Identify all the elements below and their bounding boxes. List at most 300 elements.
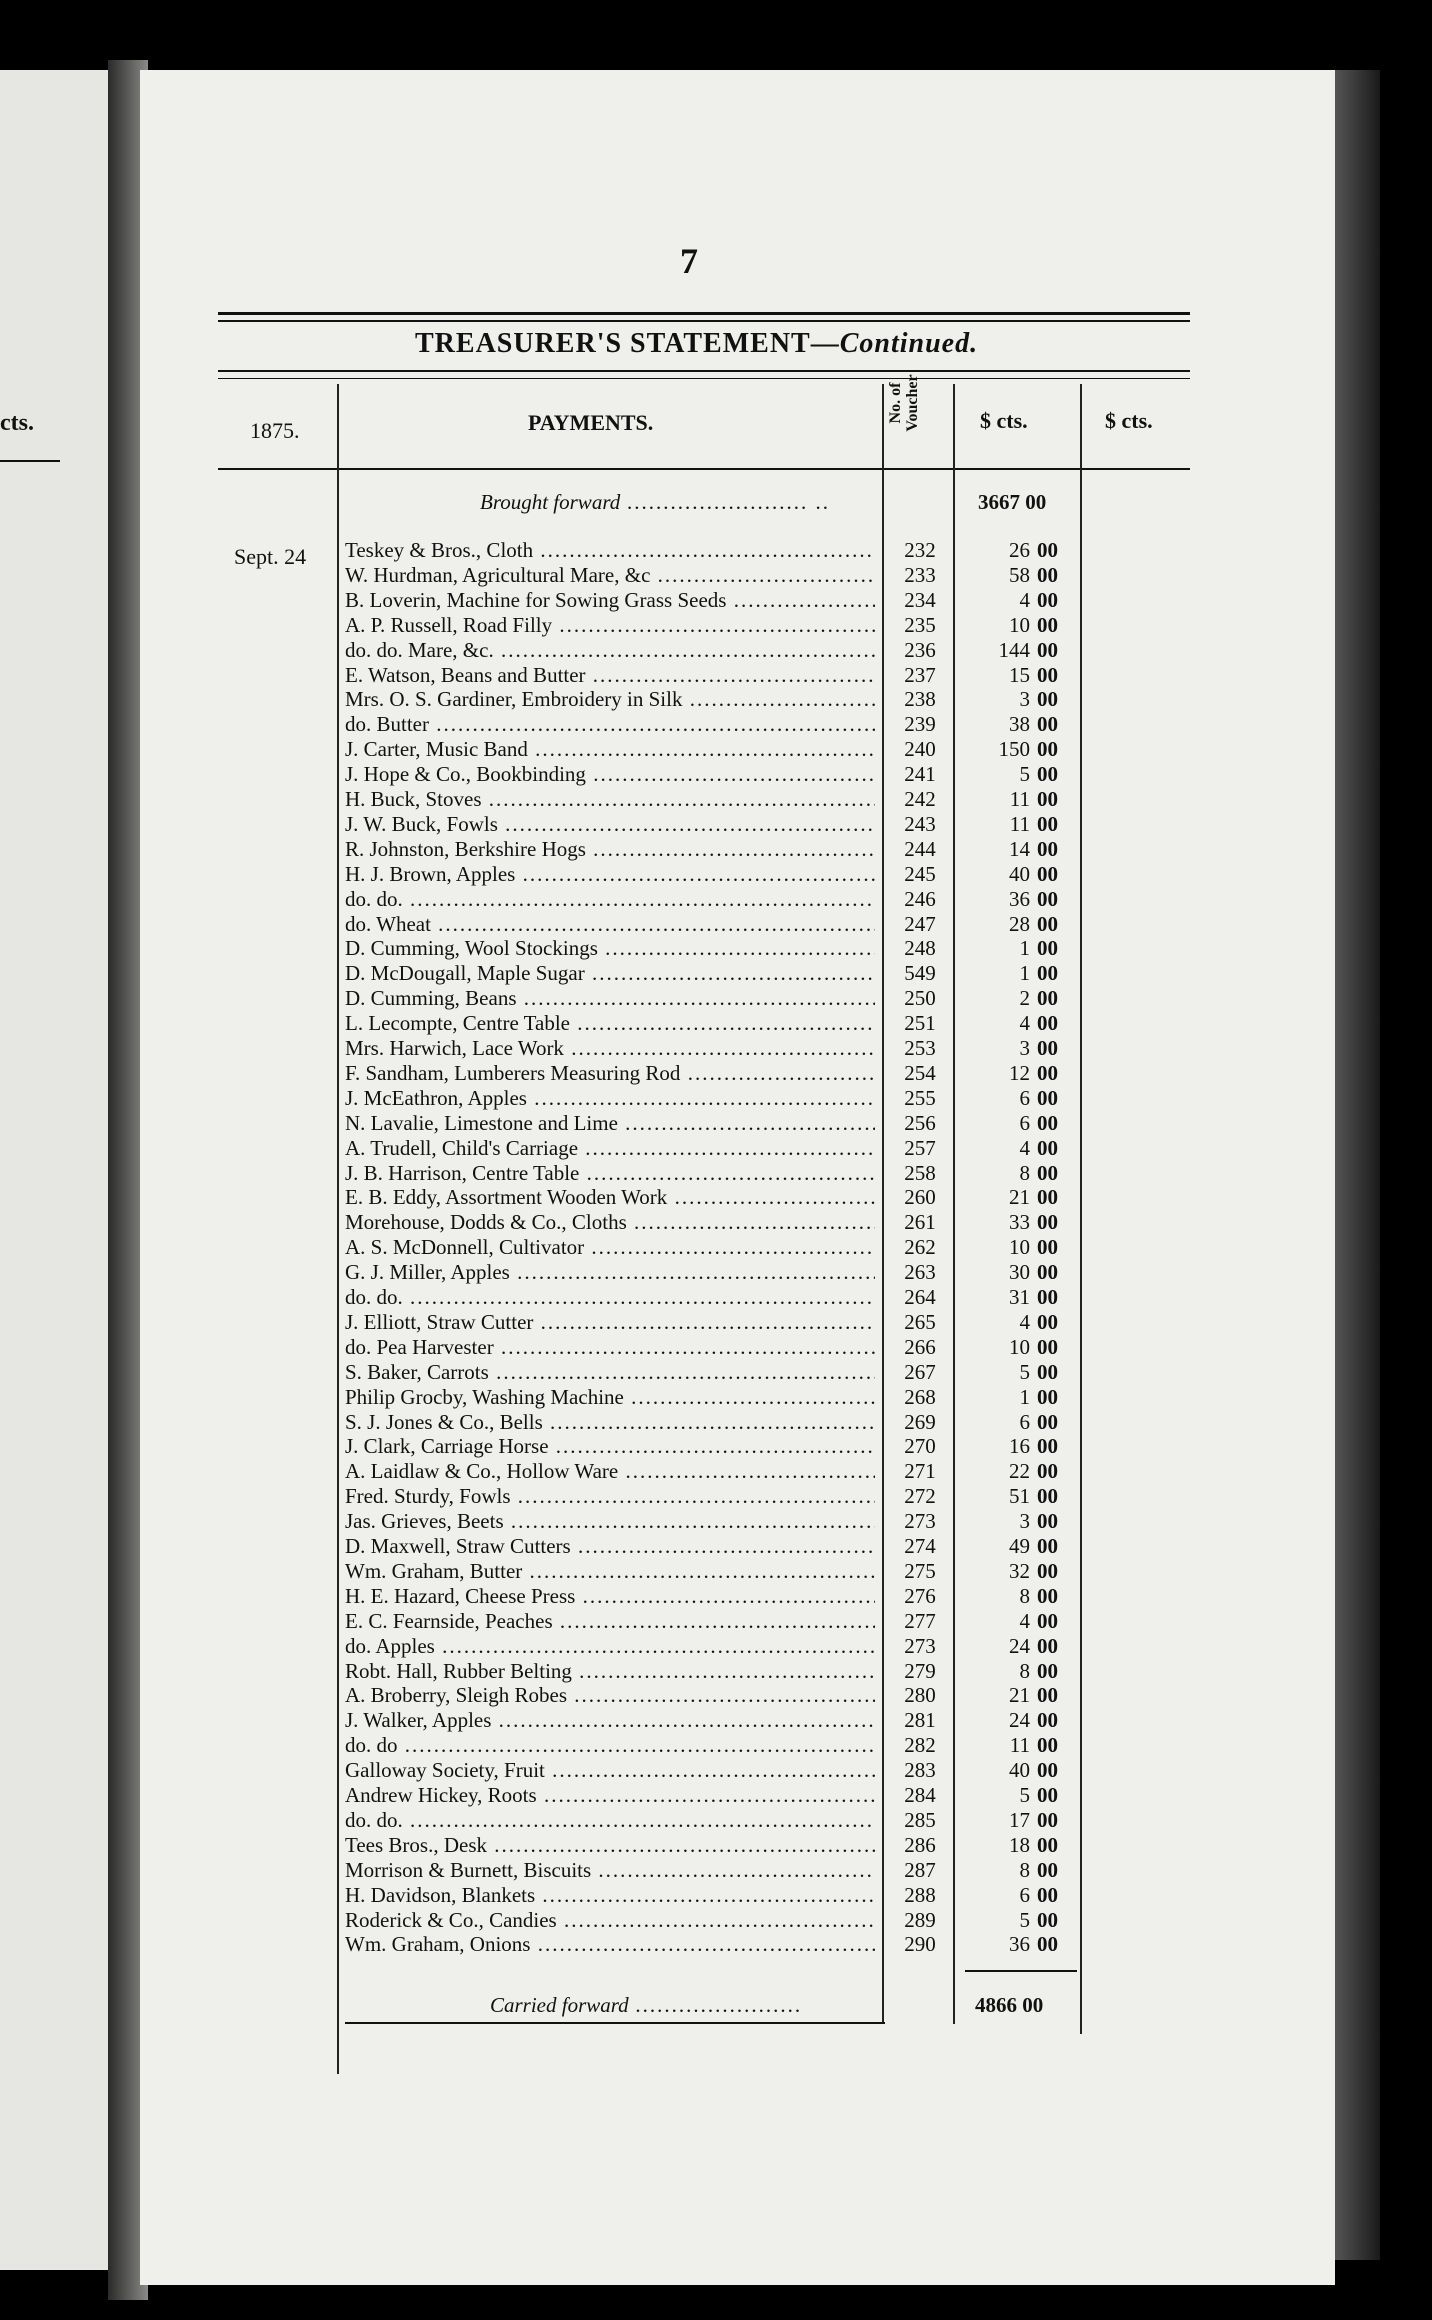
table-row — [0, 1534, 1100, 1559]
amount-cents: 00 — [1037, 1385, 1058, 1409]
amount-cents: 00 — [1037, 1858, 1058, 1882]
table-row — [0, 1858, 1100, 1883]
payment-description: A. Trudell, Child's Carriage ..... — [345, 1136, 875, 1161]
table-row — [0, 1659, 1100, 1684]
voucher-number: 248 — [904, 936, 936, 960]
table-row — [0, 1908, 1100, 1933]
voucher-number: 261 — [904, 1210, 936, 1234]
payment-description: D. Maxwell, Straw Cutters ..... — [345, 1534, 875, 1559]
voucher-number: 254 — [904, 1061, 936, 1085]
amount-cents: 00 — [1037, 563, 1058, 587]
voucher-number: 280 — [904, 1683, 936, 1707]
table-row — [0, 887, 1100, 912]
voucher-number: 273 — [904, 1634, 936, 1658]
amount-cents: 00 — [1037, 1708, 1058, 1732]
voucher-number: 265 — [904, 1310, 936, 1334]
table-row — [0, 737, 1100, 762]
payment-description: Philip Grocby, Washing Machine ..... — [345, 1385, 875, 1410]
voucher-number: 251 — [904, 1011, 936, 1035]
voucher-number: 271 — [904, 1459, 936, 1483]
amount-cents: 00 — [1037, 687, 1058, 711]
amount-dollars: 6 — [1019, 1883, 1030, 1907]
payment-description: Mrs. O. S. Gardiner, Embroidery in Silk ..... — [345, 687, 875, 712]
voucher-number: 262 — [904, 1235, 936, 1259]
amount-cents: 00 — [1037, 1733, 1058, 1757]
amount-dollars: 1 — [1019, 936, 1030, 960]
payment-description: do. do. ..... — [345, 887, 875, 912]
payment-description: J. McEathron, Apples ..... — [345, 1086, 875, 1111]
amount-cents: 00 — [1037, 1534, 1058, 1558]
entry-date: Sept. 24 — [234, 544, 307, 569]
heading-main: TREASURER'S STATEMENT— — [415, 328, 840, 359]
table-row — [0, 1111, 1100, 1136]
amount-cents: 00 — [1037, 613, 1058, 637]
statement-heading — [415, 328, 978, 360]
table-row — [0, 1783, 1100, 1808]
amount-dollars: 3 — [1019, 687, 1030, 711]
table-row — [0, 588, 1100, 613]
amount-cents: 00 — [1037, 1783, 1058, 1807]
table-row — [0, 837, 1100, 862]
amount-dollars: 17 — [1009, 1808, 1030, 1832]
payment-description: H. Davidson, Blankets ..... — [345, 1883, 875, 1908]
voucher-number: 269 — [904, 1410, 936, 1434]
table-row — [0, 638, 1100, 663]
amount-cents: 00 — [1037, 1410, 1058, 1434]
voucher-number: 234 — [904, 588, 936, 612]
payment-description: Morehouse, Dodds & Co., Cloths ..... — [345, 1210, 875, 1235]
amount-dollars: 21 — [1009, 1185, 1030, 1209]
payment-description: W. Hurdman, Agricultural Mare, &c ..... — [345, 563, 875, 588]
top-rule-1 — [218, 312, 1190, 315]
payment-description: H. E. Hazard, Cheese Press ..... — [345, 1584, 875, 1609]
voucher-number: 284 — [904, 1783, 936, 1807]
amount-cents: 00 — [1037, 862, 1058, 886]
amount-cents: 00 — [1037, 1434, 1058, 1458]
voucher-number: 263 — [904, 1260, 936, 1284]
amount-dollars: 32 — [1009, 1559, 1030, 1583]
page-number: 7 — [680, 241, 698, 281]
amount-cents: 00 — [1037, 1310, 1058, 1334]
amount-cents: 00 — [1037, 1584, 1058, 1608]
amount-cents: 00 — [1037, 1683, 1058, 1707]
payment-description: H. J. Brown, Apples ..... — [345, 862, 875, 887]
table-row — [0, 1634, 1100, 1659]
voucher-number: 277 — [904, 1609, 936, 1633]
payment-description: Morrison & Burnett, Biscuits ..... — [345, 1858, 875, 1883]
amount-dollars: 1 — [1019, 961, 1030, 985]
table-row — [0, 1434, 1100, 1459]
amount-cents: 00 — [1037, 538, 1058, 562]
facing-page-fragment: cts. — [0, 410, 34, 436]
table-row — [0, 563, 1100, 588]
table-row — [0, 687, 1100, 712]
payment-description: R. Johnston, Berkshire Hogs ..... — [345, 837, 875, 862]
amount-dollars: 28 — [1009, 912, 1030, 936]
amount-dollars: 14 — [1009, 837, 1030, 861]
amount-dollars: 4 — [1019, 1136, 1030, 1160]
amount-dollars: 51 — [1009, 1484, 1030, 1508]
table-row — [0, 986, 1100, 1011]
table-row — [0, 1559, 1100, 1584]
heading-continued: Continued. — [839, 328, 979, 359]
payment-description: Fred. Sturdy, Fowls ..... — [345, 1484, 875, 1509]
voucher-number: 279 — [904, 1659, 936, 1683]
total-rule — [965, 1970, 1077, 1972]
voucher-number: 247 — [904, 912, 936, 936]
payment-description: B. Loverin, Machine for Sowing Grass Seeds ..... — [345, 588, 875, 613]
table-row — [0, 812, 1100, 837]
table-row — [0, 1235, 1100, 1260]
amount-cents: 00 — [1037, 1932, 1058, 1956]
amount-cents: 00 — [1037, 1808, 1058, 1832]
amount-cents: 00 — [1037, 1360, 1058, 1384]
amount-cents: 00 — [1037, 663, 1058, 687]
amount-dollars: 21 — [1009, 1683, 1030, 1707]
amount-dollars: 10 — [1009, 1235, 1030, 1259]
table-row — [0, 1609, 1100, 1634]
voucher-number: 289 — [904, 1908, 936, 1932]
table-row — [0, 1185, 1100, 1210]
table-row — [0, 961, 1100, 986]
table-row — [0, 912, 1100, 937]
payment-description: do. Wheat ..... — [345, 912, 875, 937]
amount-dollars: 31 — [1009, 1285, 1030, 1309]
amount-dollars: 4 — [1019, 1011, 1030, 1035]
payment-description: do. do ..... — [345, 1733, 875, 1758]
table-row — [0, 712, 1100, 737]
voucher-number: 235 — [904, 613, 936, 637]
amount-cents: 00 — [1037, 1509, 1058, 1533]
amount-dollars: 150 — [998, 737, 1030, 761]
amount-cents: 00 — [1037, 1758, 1058, 1782]
voucher-number: 283 — [904, 1758, 936, 1782]
amount-dollars: 5 — [1019, 762, 1030, 786]
voucher-number: 276 — [904, 1584, 936, 1608]
voucher-number: 256 — [904, 1111, 936, 1135]
amount-cents: 00 — [1037, 1210, 1058, 1234]
amount-header-1: $ cts. — [980, 408, 1028, 433]
amount-dollars: 40 — [1009, 1758, 1030, 1782]
amount-cents: 00 — [1037, 1136, 1058, 1160]
voucher-number: 288 — [904, 1883, 936, 1907]
voucher-number: 260 — [904, 1185, 936, 1209]
voucher-number: 264 — [904, 1285, 936, 1309]
table-row — [0, 1011, 1100, 1036]
voucher-number: 253 — [904, 1036, 936, 1060]
heading-rule-2 — [218, 378, 1190, 379]
table-row — [0, 1758, 1100, 1783]
amount-cents: 00 — [1037, 588, 1058, 612]
table-row — [0, 862, 1100, 887]
voucher-number: 290 — [904, 1932, 936, 1956]
table-row — [0, 936, 1100, 961]
amount-cents: 00 — [1037, 1036, 1058, 1060]
payment-description: Wm. Graham, Onions ..... — [345, 1932, 875, 1957]
table-row — [0, 613, 1100, 638]
amount-cents: 00 — [1037, 737, 1058, 761]
table-row — [0, 1459, 1100, 1484]
voucher-number: 255 — [904, 1086, 936, 1110]
voucher-number: 244 — [904, 837, 936, 861]
amount-dollars: 5 — [1019, 1908, 1030, 1932]
payment-description: do. do. ..... — [345, 1285, 875, 1310]
amount-cents: 00 — [1037, 812, 1058, 836]
amount-dollars: 3 — [1019, 1036, 1030, 1060]
table-row — [0, 1210, 1100, 1235]
amount-dollars: 5 — [1019, 1783, 1030, 1807]
payment-description: Robt. Hall, Rubber Belting ..... — [345, 1659, 875, 1684]
amount-dollars: 144 — [998, 638, 1030, 662]
voucher-number: 287 — [904, 1858, 936, 1882]
book-edge — [1335, 70, 1380, 2260]
voucher-number: 245 — [904, 862, 936, 886]
voucher-number: 270 — [904, 1434, 936, 1458]
amount-cents: 00 — [1037, 1111, 1058, 1135]
amount-cents: 00 — [1037, 1061, 1058, 1085]
payment-description: E. C. Fearnside, Peaches ..... — [345, 1609, 875, 1634]
amount-dollars: 6 — [1019, 1086, 1030, 1110]
amount-dollars: 4 — [1019, 588, 1030, 612]
payment-description: do. Pea Harvester ..... — [345, 1335, 875, 1360]
amount-cents: 00 — [1037, 1559, 1058, 1583]
amount-cents: 00 — [1037, 1634, 1058, 1658]
payment-description: Wm. Graham, Butter ..... — [345, 1559, 875, 1584]
payment-description: A. Laidlaw & Co., Hollow Ware ..... — [345, 1459, 875, 1484]
voucher-number: 549 — [904, 961, 936, 985]
amount-cents: 00 — [1037, 1185, 1058, 1209]
table-row — [0, 1484, 1100, 1509]
voucher-number: 241 — [904, 762, 936, 786]
voucher-number: 286 — [904, 1833, 936, 1857]
payment-description: G. J. Miller, Apples ..... — [345, 1260, 875, 1285]
payment-description: Roderick & Co., Candies ..... — [345, 1908, 875, 1933]
payment-description: do. do. Mare, &c. ..... — [345, 638, 875, 663]
voucher-number: 237 — [904, 663, 936, 687]
table-row — [0, 1086, 1100, 1111]
payment-description: A. Broberry, Sleigh Robes ..... — [345, 1683, 875, 1708]
table-row — [0, 1136, 1100, 1161]
table-row — [0, 1161, 1100, 1186]
payment-description: Galloway Society, Fruit ..... — [345, 1758, 875, 1783]
table-row — [0, 762, 1100, 787]
payment-description: D. Cumming, Beans ..... — [345, 986, 875, 1011]
voucher-number: 250 — [904, 986, 936, 1010]
amount-dollars: 10 — [1009, 1335, 1030, 1359]
facing-page-rule — [0, 460, 60, 462]
table-row — [0, 1833, 1100, 1858]
amount-dollars: 1 — [1019, 1385, 1030, 1409]
payment-description: J. Carter, Music Band ..... — [345, 737, 875, 762]
table-row — [0, 1310, 1100, 1335]
table-row — [0, 1584, 1100, 1609]
amount-dollars: 36 — [1009, 1932, 1030, 1956]
amount-dollars: 3 — [1019, 1509, 1030, 1533]
amount-dollars: 4 — [1019, 1609, 1030, 1633]
voucher-number: 281 — [904, 1708, 936, 1732]
voucher-number: 236 — [904, 638, 936, 662]
amount-cents: 00 — [1037, 1459, 1058, 1483]
amount-dollars: 16 — [1009, 1434, 1030, 1458]
voucher-number: 274 — [904, 1534, 936, 1558]
amount-cents: 00 — [1037, 936, 1058, 960]
table-row — [0, 538, 1100, 563]
amount-cents: 00 — [1037, 1659, 1058, 1683]
table-row — [0, 1509, 1100, 1534]
payment-description: L. Lecompte, Centre Table ..... — [345, 1011, 875, 1036]
amount-cents: 00 — [1037, 1235, 1058, 1259]
voucher-number: 242 — [904, 787, 936, 811]
voucher-number: 282 — [904, 1733, 936, 1757]
table-row — [0, 1683, 1100, 1708]
voucher-number: 233 — [904, 563, 936, 587]
voucher-number: 258 — [904, 1161, 936, 1185]
payment-description: Mrs. Harwich, Lace Work ..... — [345, 1036, 875, 1061]
amount-cents: 00 — [1037, 787, 1058, 811]
payment-description: J. Walker, Apples ..... — [345, 1708, 875, 1733]
amount-cents: 00 — [1037, 1086, 1058, 1110]
amount-cents: 00 — [1037, 1285, 1058, 1309]
voucher-number: 246 — [904, 887, 936, 911]
amount-cents: 00 — [1037, 1484, 1058, 1508]
amount-cents: 00 — [1037, 1908, 1058, 1932]
amount-cents: 00 — [1037, 762, 1058, 786]
header-bottom-rule — [218, 468, 1190, 470]
payment-description: J. W. Buck, Fowls ..... — [345, 812, 875, 837]
amount-header-2: $ cts. — [1105, 408, 1153, 433]
amount-dollars: 2 — [1019, 986, 1030, 1010]
payment-description: Jas. Grieves, Beets ..... — [345, 1509, 875, 1534]
table-row — [0, 1883, 1100, 1908]
voucher-number: 268 — [904, 1385, 936, 1409]
table-row — [0, 1385, 1100, 1410]
voucher-number: 238 — [904, 687, 936, 711]
voucher-number: 267 — [904, 1360, 936, 1384]
amount-dollars: 24 — [1009, 1634, 1030, 1658]
heading-rule-1 — [218, 370, 1190, 372]
voucher-number: 273 — [904, 1509, 936, 1533]
payment-description: H. Buck, Stoves ..... — [345, 787, 875, 812]
amount-cents: 00 — [1037, 712, 1058, 736]
payment-description: Teskey & Bros., Cloth ..... — [345, 538, 875, 563]
amount-cents: 00 — [1037, 1260, 1058, 1284]
payment-description: D. McDougall, Maple Sugar ..... — [345, 961, 875, 986]
amount-cents: 00 — [1037, 1833, 1058, 1857]
voucher-number: 266 — [904, 1335, 936, 1359]
brought-forward-label: Brought forward ......................... .. — [480, 490, 831, 514]
payment-description: A. P. Russell, Road Filly ..... — [345, 613, 875, 638]
amount-dollars: 12 — [1009, 1061, 1030, 1085]
table-row — [0, 1932, 1100, 1957]
payment-description: S. Baker, Carrots ..... — [345, 1360, 875, 1385]
payment-description: do. Apples ..... — [345, 1634, 875, 1659]
carried-forward-amount: 4866 00 — [975, 1993, 1044, 2017]
amount-dollars: 5 — [1019, 1360, 1030, 1384]
voucher-number: 232 — [904, 538, 936, 562]
payment-description: A. S. McDonnell, Cultivator ..... — [345, 1235, 875, 1260]
payment-description: J. B. Harrison, Centre Table ..... — [345, 1161, 875, 1186]
payments-header: PAYMENTS. — [528, 410, 654, 435]
amount-dollars: 30 — [1009, 1260, 1030, 1284]
amount-cents: 00 — [1037, 1883, 1058, 1907]
table-row — [0, 1036, 1100, 1061]
amount-dollars: 4 — [1019, 1310, 1030, 1334]
amount-dollars: 6 — [1019, 1410, 1030, 1434]
payment-description: Tees Bros., Desk ..... — [345, 1833, 875, 1858]
amount-dollars: 58 — [1009, 563, 1030, 587]
amount-cents: 00 — [1037, 887, 1058, 911]
amount-cents: 00 — [1037, 1011, 1058, 1035]
amount-cents: 00 — [1037, 1609, 1058, 1633]
carried-forward-label: Carried forward ....................... — [490, 1993, 803, 2017]
voucher-number: 239 — [904, 712, 936, 736]
voucher-header: No. of Voucher — [887, 374, 921, 432]
table-row — [0, 1335, 1100, 1360]
amount-dollars: 11 — [1009, 787, 1030, 811]
amount-cents: 00 — [1037, 912, 1058, 936]
table-row — [0, 1708, 1100, 1733]
amount-dollars: 8 — [1019, 1161, 1030, 1185]
payment-description: D. Cumming, Wool Stockings ..... — [345, 936, 875, 961]
amount-dollars: 36 — [1009, 887, 1030, 911]
voucher-number: 275 — [904, 1559, 936, 1583]
amount-cents: 00 — [1037, 837, 1058, 861]
voucher-number: 285 — [904, 1808, 936, 1832]
payment-description: S. J. Jones & Co., Bells ..... — [345, 1410, 875, 1435]
amount-dollars: 6 — [1019, 1111, 1030, 1135]
amount-dollars: 8 — [1019, 1659, 1030, 1683]
payment-description: F. Sandham, Lumberers Measuring Rod ..... — [345, 1061, 875, 1086]
table-row — [0, 1285, 1100, 1310]
voucher-number: 240 — [904, 737, 936, 761]
amount-cents: 00 — [1037, 1335, 1058, 1359]
table-row — [0, 1733, 1100, 1758]
table-row — [0, 1061, 1100, 1086]
amount-dollars: 11 — [1009, 1733, 1030, 1757]
brought-forward-amount: 3667 00 — [978, 490, 1047, 514]
payment-description: Andrew Hickey, Roots ..... — [345, 1783, 875, 1808]
voucher-number: 243 — [904, 812, 936, 836]
top-rule-2 — [218, 320, 1190, 322]
table-row — [0, 787, 1100, 812]
amount-dollars: 15 — [1009, 663, 1030, 687]
amount-dollars: 8 — [1019, 1858, 1030, 1882]
amount-dollars: 18 — [1009, 1833, 1030, 1857]
voucher-number: 257 — [904, 1136, 936, 1160]
table-row — [0, 1260, 1100, 1285]
payment-description: J. Hope & Co., Bookbinding ..... — [345, 762, 875, 787]
amount-dollars: 26 — [1009, 538, 1030, 562]
amount-dollars: 40 — [1009, 862, 1030, 886]
carried-rule — [345, 2022, 885, 2024]
amount-dollars: 8 — [1019, 1584, 1030, 1608]
amount-dollars: 33 — [1009, 1210, 1030, 1234]
amount-cents: 00 — [1037, 961, 1058, 985]
year-header: 1875. — [250, 418, 300, 443]
table-row — [0, 1410, 1100, 1435]
payment-description: E. B. Eddy, Assortment Wooden Work ..... — [345, 1185, 875, 1210]
amount-dollars: 49 — [1009, 1534, 1030, 1558]
table-row — [0, 663, 1100, 688]
payment-description: J. Clark, Carriage Horse ..... — [345, 1434, 875, 1459]
amount-dollars: 38 — [1009, 712, 1030, 736]
payment-description: do. Butter ..... — [345, 712, 875, 737]
payment-description: J. Elliott, Straw Cutter ..... — [345, 1310, 875, 1335]
amount-dollars: 24 — [1009, 1708, 1030, 1732]
table-row — [0, 1360, 1100, 1385]
payment-description: E. Watson, Beans and Butter ..... — [345, 663, 875, 688]
amount-cents: 00 — [1037, 1161, 1058, 1185]
